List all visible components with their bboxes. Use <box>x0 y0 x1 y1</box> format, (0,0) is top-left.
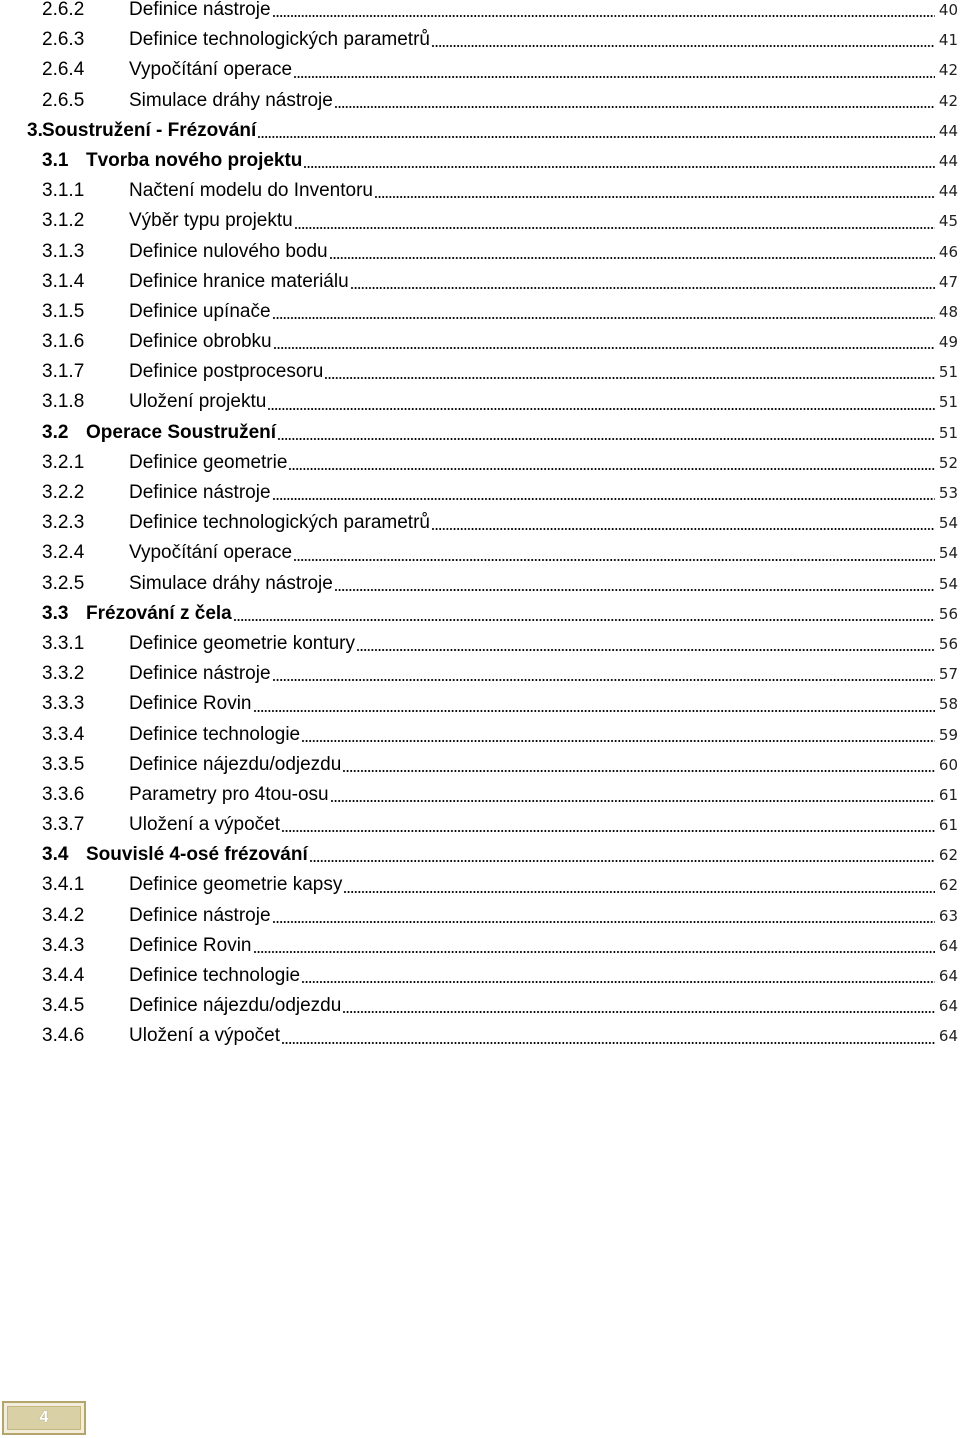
dot-leader <box>335 589 935 591</box>
toc-entry-title: Definice technologických parametrů <box>129 29 430 51</box>
toc-entry-number: 3.4.2 <box>42 904 85 926</box>
toc-entry-page: 64 <box>938 1027 958 1046</box>
dot-leader <box>289 468 934 470</box>
toc-entry-number: 3.3.2 <box>42 663 85 685</box>
dot-leader <box>282 1042 935 1044</box>
toc-entry-page: 51 <box>938 393 958 412</box>
toc-entry-title: Definice geometrie kapsy <box>129 874 343 896</box>
toc-entry-number: 3.1.4 <box>42 270 85 292</box>
toc-entry-page: 61 <box>938 785 958 804</box>
toc-entry-page: 56 <box>938 604 958 623</box>
toc-entry-number: 2.6.2 <box>42 0 85 20</box>
toc-entry-number: 3.1.2 <box>42 210 85 232</box>
dot-leader <box>325 377 935 379</box>
toc-entry-title: Vypočítání operace <box>129 59 293 81</box>
toc-entry-page: 44 <box>938 182 958 201</box>
toc-entry-number: 3.1.1 <box>42 180 85 202</box>
toc-entry-number: 2.6.4 <box>42 59 85 81</box>
toc-entry-number: 2.6.3 <box>42 29 85 51</box>
toc-entry-page: 47 <box>938 272 958 291</box>
dot-leader <box>273 679 935 681</box>
toc-entry-page: 64 <box>938 997 958 1016</box>
toc-entry[interactable] <box>0 448 958 478</box>
toc-entry[interactable] <box>0 901 958 931</box>
toc-entry[interactable] <box>0 25 958 55</box>
toc-entry[interactable] <box>0 720 958 750</box>
toc-entry-title: Simulace dráhy nástroje <box>129 89 333 111</box>
toc-entry[interactable] <box>0 750 958 780</box>
toc-entry[interactable] <box>0 599 958 629</box>
toc-entry[interactable] <box>0 629 958 659</box>
toc-entry-page: 62 <box>938 876 958 895</box>
dot-leader <box>273 15 935 17</box>
toc-entry-page: 48 <box>938 302 958 321</box>
dot-leader <box>282 830 935 832</box>
dot-leader <box>432 45 935 47</box>
toc-entry-number: 2.6.5 <box>42 89 85 111</box>
toc-entry-page: 56 <box>938 634 958 653</box>
toc-entry-number: 3.2.1 <box>42 451 85 473</box>
toc-entry-page: 64 <box>938 967 958 985</box>
dot-leader <box>268 408 935 410</box>
toc-entry-title: Výběr typu projektu <box>129 210 293 232</box>
dot-leader <box>273 317 935 319</box>
dot-leader <box>273 498 935 500</box>
toc-entry[interactable] <box>0 991 958 1021</box>
toc-entry-page: 51 <box>938 423 958 442</box>
dot-leader <box>343 1011 935 1013</box>
toc-entry-title: Uložení projektu <box>129 391 267 413</box>
toc-entry-title: Definice upínače <box>129 300 271 322</box>
toc-entry-page: 57 <box>938 665 958 684</box>
toc-entry-page: 64 <box>938 936 958 955</box>
toc-entry[interactable] <box>0 961 958 991</box>
toc-entry-page: 62 <box>938 846 958 865</box>
dot-leader <box>331 800 935 802</box>
toc-entry-page: 60 <box>938 755 958 774</box>
dot-leader <box>335 106 935 108</box>
toc-entry-title: Definice technologie <box>129 723 301 745</box>
toc-entry-page: 54 <box>938 514 958 533</box>
toc-entry-number: 3.1.3 <box>42 240 85 262</box>
dot-leader <box>295 227 935 229</box>
dot-leader <box>254 710 935 712</box>
toc-entry-page: 44 <box>938 151 958 170</box>
toc-entry-number: 3.1.6 <box>42 331 85 353</box>
toc-entry[interactable] <box>0 357 958 387</box>
toc-entry-title: Definice nástroje <box>129 0 271 20</box>
toc-entry[interactable] <box>0 870 958 900</box>
toc-entry-page: 41 <box>938 31 958 50</box>
toc-entry-title: Definice nájezdu/odjezdu <box>129 995 342 1017</box>
toc-entry-title: Definice obrobku <box>129 331 272 353</box>
toc-entry[interactable] <box>0 267 958 297</box>
dot-leader <box>432 528 935 530</box>
dot-leader <box>294 76 935 78</box>
toc-entry-page: 52 <box>938 453 958 472</box>
toc-entry-number: 3.3.7 <box>42 814 85 836</box>
toc-entry[interactable] <box>0 387 958 417</box>
dot-leader <box>254 951 935 953</box>
dot-leader <box>375 196 935 198</box>
toc-entry-title: Frézování z čela <box>86 602 232 624</box>
toc-entry-number: 3.4.1 <box>42 874 85 896</box>
toc-entry-number: 3.2 <box>42 421 69 443</box>
toc-entry[interactable] <box>0 931 958 961</box>
toc-entry-number: 3.3 <box>42 602 69 624</box>
toc-entry[interactable] <box>0 840 958 870</box>
toc-entry[interactable] <box>0 0 958 25</box>
toc-entry-number: 3.3.3 <box>42 693 85 715</box>
dot-leader <box>302 740 935 742</box>
toc-entry[interactable] <box>0 297 958 327</box>
toc-entry-number: 3.2.3 <box>42 512 85 534</box>
toc-entry-number: 3. <box>27 119 43 141</box>
toc-entry-number: 3.3.6 <box>42 783 85 805</box>
toc-entry[interactable] <box>0 206 958 236</box>
toc-entry[interactable] <box>0 176 958 206</box>
toc-entry-page: 54 <box>938 574 958 593</box>
toc-entry-number: 3.1.5 <box>42 300 85 322</box>
toc-entry[interactable] <box>0 659 958 689</box>
toc-entry-title: Definice nájezdu/odjezdu <box>129 753 342 775</box>
dot-leader <box>343 770 935 772</box>
toc-entry-title: Definice postprocesoru <box>129 361 324 383</box>
toc-entry-number: 3.2.5 <box>42 572 85 594</box>
toc-entry-page: 59 <box>938 725 958 744</box>
toc-entry[interactable] <box>0 1021 958 1051</box>
dot-leader <box>304 166 934 168</box>
toc-entry-number: 3.4.6 <box>42 1025 85 1047</box>
toc-entry-title: Uložení a výpočet <box>129 1025 281 1047</box>
dot-leader <box>258 136 935 138</box>
dot-leader <box>344 891 935 893</box>
toc-entry-number: 3.4.4 <box>42 965 85 986</box>
toc-entry-page: 40 <box>938 1 958 19</box>
dot-leader <box>274 347 935 349</box>
toc-entry-number: 3.4.5 <box>42 995 85 1017</box>
toc-entry-number: 3.3.5 <box>42 753 85 775</box>
dot-leader <box>351 287 935 289</box>
toc-entry-title: Definice nulového bodu <box>129 240 328 262</box>
toc-entry-title: Soustružení - Frézování <box>42 119 257 141</box>
toc-entry[interactable] <box>0 780 958 810</box>
dot-leader <box>330 257 935 259</box>
toc-entry-number: 3.1.7 <box>42 361 85 383</box>
toc-entry[interactable] <box>0 86 958 116</box>
dot-leader <box>302 981 935 983</box>
toc-entry[interactable] <box>0 327 958 357</box>
toc-entry-number: 3.2.4 <box>42 542 85 564</box>
toc-entry[interactable] <box>0 810 958 840</box>
toc-entry[interactable] <box>0 689 958 719</box>
toc-entry-title: Tvorba nového projektu <box>86 149 303 171</box>
page-number: 4 <box>39 1409 49 1426</box>
toc-entry[interactable] <box>0 538 958 568</box>
toc-entry[interactable] <box>0 569 958 599</box>
toc-entry[interactable] <box>0 478 958 508</box>
toc-entry[interactable] <box>0 55 958 85</box>
toc-entry-page: 46 <box>938 242 958 261</box>
toc-entry-title: Definice geometrie kontury <box>129 632 355 654</box>
toc-entry-page: 42 <box>938 61 958 80</box>
toc-entry-title: Definice Rovin <box>129 934 252 956</box>
page-number-badge <box>2 1401 86 1435</box>
toc-entry-number: 3.3.4 <box>42 723 85 745</box>
toc-entry-title: Definice hranice materiálu <box>129 270 349 292</box>
dot-leader <box>310 860 935 862</box>
toc-entry-number: 3.4.3 <box>42 934 85 956</box>
toc-entry-title: Simulace dráhy nástroje <box>129 572 333 594</box>
toc-entry-page: 51 <box>938 363 958 382</box>
toc-entry-page: 61 <box>938 816 958 835</box>
toc-entry-title: Definice nástroje <box>129 904 271 926</box>
toc-entry-page: 63 <box>938 906 958 925</box>
toc-entry[interactable] <box>0 146 958 176</box>
toc-entry-title: Parametry pro 4tou-osu <box>129 783 329 805</box>
dot-leader <box>234 619 935 621</box>
toc-entry-title: Uložení a výpočet <box>129 814 281 836</box>
dot-leader <box>294 559 935 561</box>
toc-entry-title: Definice technologických parametrů <box>129 512 430 534</box>
toc-entry-title: Souvislé 4-osé frézování <box>86 844 308 866</box>
dot-leader <box>278 438 935 440</box>
toc-entry-title: Definice Rovin <box>129 693 252 715</box>
toc-entry-number: 3.3.1 <box>42 632 85 654</box>
toc-entry-title: Definice technologie <box>129 965 301 986</box>
toc-entry-title: Operace Soustružení <box>86 421 277 443</box>
toc-entry[interactable] <box>0 116 958 146</box>
toc-entry-number: 3.4 <box>42 844 69 866</box>
toc-entry[interactable] <box>0 418 958 448</box>
toc-entry-number: 3.1 <box>42 149 69 171</box>
toc-entry-page: 42 <box>938 91 958 110</box>
toc-entry[interactable] <box>0 508 958 538</box>
toc-entry[interactable] <box>0 237 958 267</box>
toc-entry-page: 53 <box>938 484 958 502</box>
toc-entry-page: 58 <box>938 695 958 714</box>
dot-leader <box>273 921 935 923</box>
toc-entry-page: 44 <box>938 121 958 140</box>
toc-entry-title: Načtení modelu do Inventoru <box>129 180 373 202</box>
toc-entry-page: 54 <box>938 544 958 563</box>
toc-entry-title: Definice geometrie <box>129 451 288 473</box>
toc-entry-title: Definice nástroje <box>129 663 271 685</box>
toc-entry-number: 3.2.2 <box>42 482 85 503</box>
toc-entry-page: 49 <box>938 333 958 352</box>
toc-entry-number: 3.1.8 <box>42 391 85 413</box>
dot-leader <box>357 649 935 651</box>
toc-entry-page: 45 <box>938 212 958 231</box>
toc-entry-title: Definice nástroje <box>129 482 271 503</box>
toc-entry-title: Vypočítání operace <box>129 542 293 564</box>
